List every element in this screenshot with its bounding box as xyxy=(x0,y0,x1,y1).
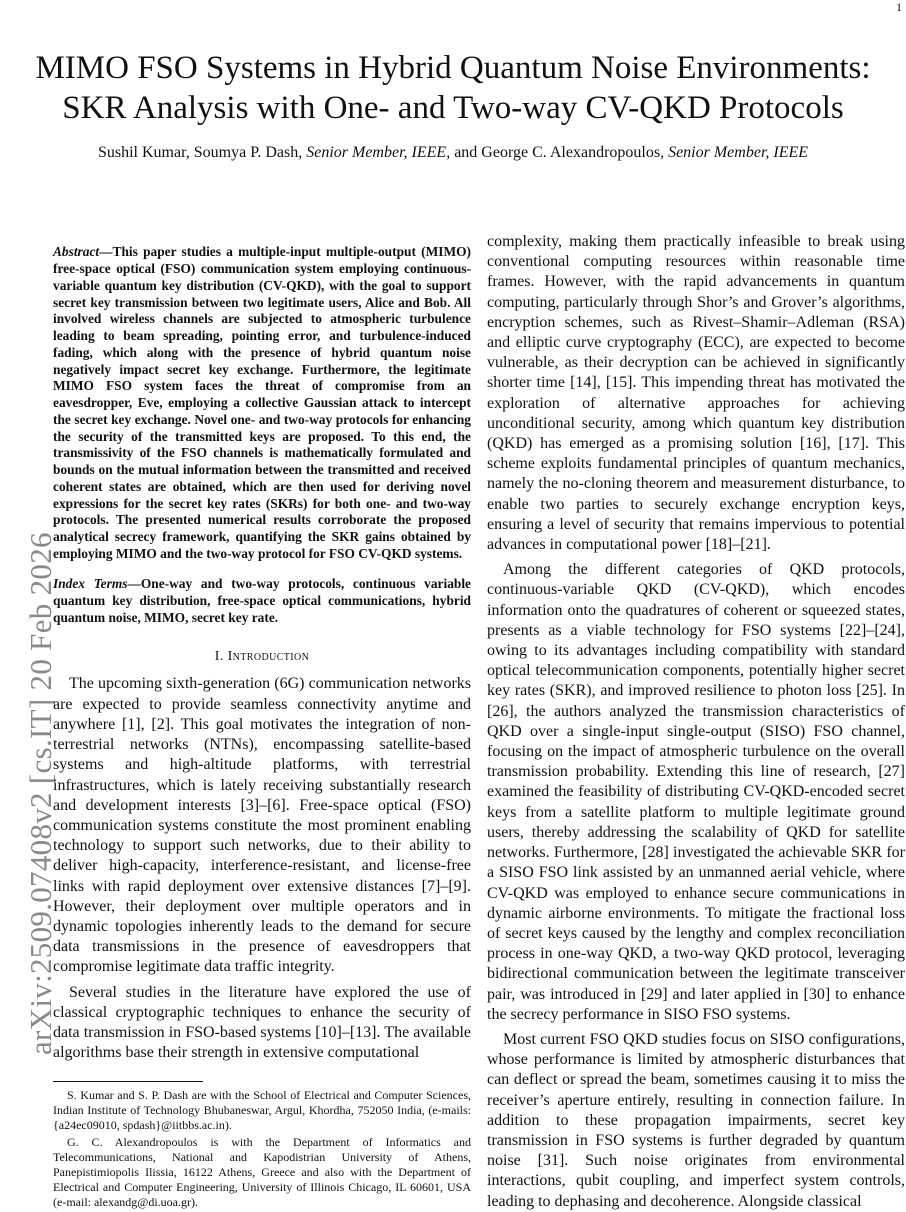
intro-paragraph-3: Among the different categories of QKD protocols, continuous-variable QKD (CV-QKD), which encodes information onto the quadratures of coherent or squeezed states, presents as a viable technology for FSO systems [22]–[24], owing to its advantages including compatibility with standard optical telecommunication components, potentially higher secret key rates (SKR), and improved resilience to photon loss [25]. In [26], the authors analyzed the transmission characteristics of QKD over a single-input single-output (SISO) FSO channel, focusing on the impact of atmospheric turbulence on the overall transmission probability. Extending this line of research, [27] examined the feasibility of distributing CV-QKD-encoded secret keys from a satellite platform to multiple legitimate ground users, thereby addressing the scalability of QKD for satellite networks. Furthermore, [28] investigated the achievable SKR for a SISO FSO link assisted by an unmanned aerial vehicle, where CV-QKD was employed to enhance secure communications in dynamic airborne environments. To mitigate the fractional loss of secret keys caused by the lengthy and complex reconciliation process in one-way QKD, a two-way QKD protocol, leveraging bidirectional communication between the legitimate transceiver pair, was introduced in [29] and later applied in [30] to enhance the secrecy performance in SISO FSO systems. xyxy=(487,561,905,1023)
abstract xyxy=(53,244,471,562)
author-list xyxy=(0,143,906,163)
paper-title xyxy=(0,48,906,128)
abstract-text: —This paper studies a multiple-input multiple-output (MIMO) free-space optical (FSO) communication system employing continuous-variable quantum key distribution (CV-QKD), with the goal to support secret key transmission between two legitimate users, Alice and Bob. All involved wireless channels are subjected to atmospheric turbulence leading to beam spreading, pointing error, and turbulence-induced fading, which along with the presence of hybrid quantum noise negatively impact secret key exchange. Furthermore, the legitimate MIMO FSO system faces the threat of compromise from an eavesdropper, Eve, employing a collective Gaussian attack to intercept the secret key exchange. Novel one- and two-way protocols for enhancing the security of the transmitted keys are proposed. To this end, the transmissivity of the FSO channels is mathematically formulated and bounds on the mutual information between the transmitted and received coherent states are obtained, which are then used for deriving novel expressions for the secret key rates (SKRs) for both one- and two-way protocols. The presented numerical results corroborate the proposed analytical secrecy framework, quantifying the SKR gains obtained by employing MIMO and the two-way protocol for FSO CV-QKD systems. xyxy=(53,244,471,561)
intro-paragraph-1: The upcoming sixth-generation (6G) communication networks are expected to provide seamless connectivity anytime and anywhere [1], [2]. This goal motivates the integration of non-terrestrial networks (NTNs), encompassing satellite-based systems and high-altitude platforms, with terrestrial infrastructures, which is lately receiving substantially research and development interests [3]–[6]. Free-space optical (FSO) communication systems constitute the most prominent enabling technology to support such networks, due to their ability to deliver high-capacity, interference-resistant, and license-free links with rapid deployment over extensive distances [7]–[9]. However, their deployment over multiple operators and in dynamic topologies inherently leads to the demand for secure data transmissions in the presence of eavesdroppers that compromise legitimate data traffic integrity. xyxy=(53,675,471,976)
author-role-2: Senior Member, IEEE xyxy=(668,144,809,161)
footnote-affiliation-1: S. Kumar and S. P. Dash are with the School of Electrical and Computer Sciences, Indian Institute of Technology Bhubaneswar, Argul, Khordha, 752050 India, (e-mails: {a24ec09010, spdash}@iitbbs.ac.in). xyxy=(53,1088,471,1133)
abstract-label: Abstract xyxy=(53,244,100,260)
author-names-1: Sushil Kumar, Soumya P. Dash, xyxy=(97,144,307,161)
section-title: Introduction xyxy=(227,649,310,665)
author-names-2: , and George C. Alexandropoulos, xyxy=(446,144,669,161)
arxiv-identifier-stamp[interactable]: arXiv:2509.07408v2 [cs.IT] 20 Feb 2026 xyxy=(23,532,58,1055)
intro-paragraph-2-continued: complexity, making them practically infeasible to break using conventional computing resources within reasonable time frames. However, with the rapid advancements in quantum computing, particularly through Shor’s and Grover’s algorithms, encryption schemes, such as Rivest–Shamir–Adleman (RSA) and elliptic curve cryptography (ECC), are expected to become vulnerable, as their decryption can be achieved in significantly shorter time [14], [15]. This impending threat has motivated the exploration of alternative approaches for achieving unconditional security, among which quantum key distribution (QKD) has emerged as a promising solution [16], [17]. This scheme exploits fundamental principles of quantum mechanics, namely the no-cloning theorem and measurement disturbance, to enable two parties to securely exchange encryption keys, ensuring a level of security that remains impervious to potential advances in computational power [18]–[21]. xyxy=(487,233,905,554)
author-role-1: Senior Member, IEEE xyxy=(306,144,447,161)
section-heading-introduction xyxy=(53,647,471,667)
section-numeral: I. xyxy=(214,649,228,665)
footnote-affiliation-2: G. C. Alexandropoulos is with the Department of Informatics and Telecommunications, National and Kapodistrian University of Athens, Panepistimiopolis Ilissia, 16122 Athens, Greece and also with the Department of Electrical and Computer Engineering, University of Illinois Chicago, IL 60601, USA (e-mail: alexandg@di.uoa.gr). xyxy=(53,1135,471,1210)
intro-paragraph-2: Several studies in the literature have explored the use of classical cryptographic techniques to enhance the security of data transmission in FSO-based systems [10]–[13]. The available algorithms base their strength in extensive computational xyxy=(53,983,471,1062)
intro-paragraph-4: Most current FSO QKD studies focus on SISO configurations, whose performance is limited by atmospheric disturbances that can deflect or spread the beam, sometimes causing it to miss the receiver’s aperture entirely, resulting in connection failure. In addition to these propagation impairments, secret key transmission in FSO systems is further degraded by quantum noise [31]. Such noise originates from environmental interactions, qubit coupling, and imperfect system controls, leading to dephasing and decoherence. Alongside classical xyxy=(487,1030,905,1210)
left-column xyxy=(53,231,471,1212)
right-column xyxy=(487,232,905,1212)
index-terms-text: —One-way and two-way protocols, continuous variable quantum key distribution, free-space optical communications, hybrid quantum noise, MIMO, secret key rate. xyxy=(53,576,471,625)
index-terms xyxy=(53,576,471,626)
index-terms-label: Index Terms xyxy=(53,576,128,592)
title-line-2: SKR Analysis with One- and Two-way CV-QKD Protocols xyxy=(62,90,844,126)
footnote-divider xyxy=(53,1081,203,1082)
title-line-1: MIMO FSO Systems in Hybrid Quantum Noise Environments: xyxy=(35,50,871,86)
page-number: 1 xyxy=(896,0,902,14)
